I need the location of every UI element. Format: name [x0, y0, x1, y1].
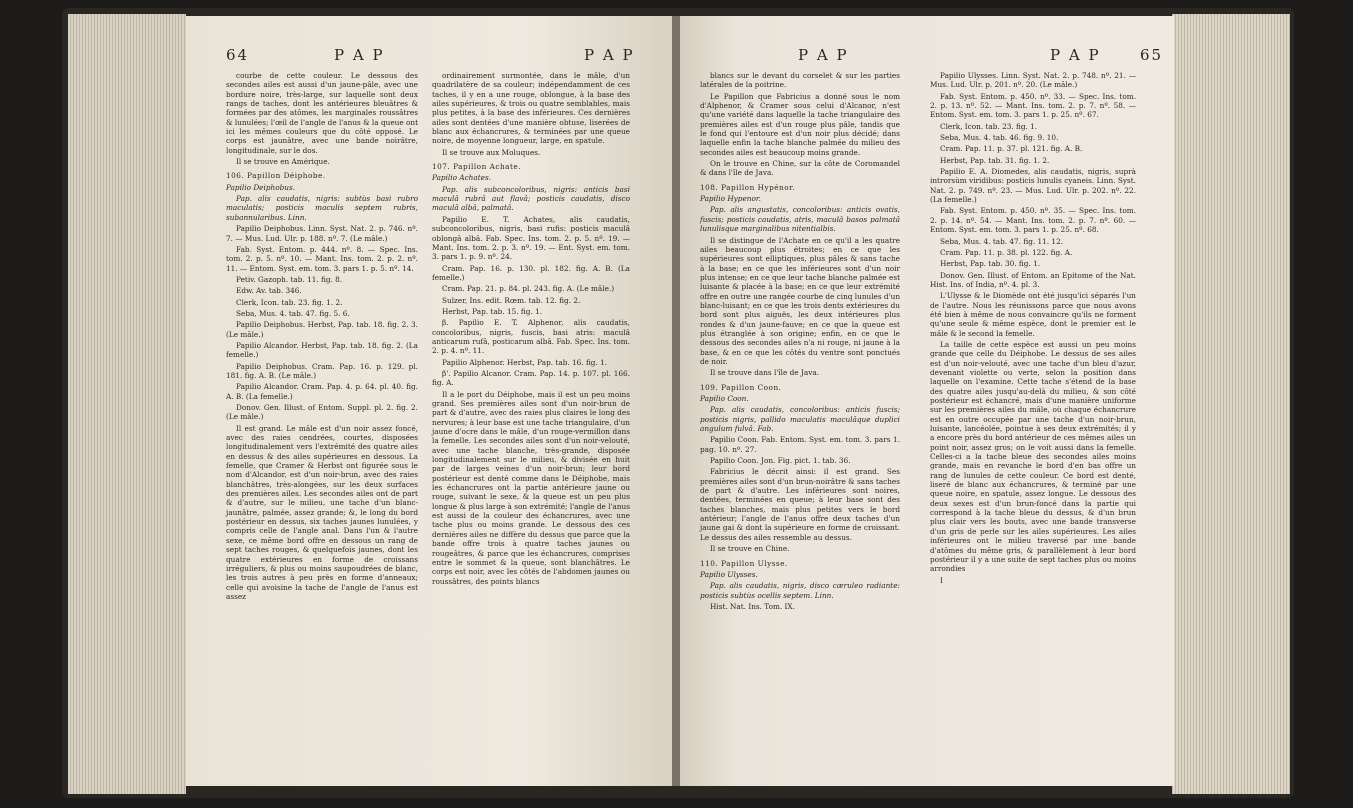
paragraph: Fab. Syst. Entom. p. 450. nº. 33. — Spec. Ins. tom. 2. p. 13. nº. 52. — Mant. Ins. tom. 2. p. 7. nº. 58. — Entom. Syst. em. tom. 3. pars 1. p. 25. nº. 67.: [930, 91, 1136, 120]
right-column-1: [700, 71, 900, 613]
paragraph: β'. Papilio Alcanor. Cram. Pap. 14. p. 107. pl. 166. fig. A.: [432, 368, 630, 388]
paragraph: Herbst, Pap. tab. 31. fig. 1. 2.: [940, 155, 1050, 165]
paragraph: Seba, Mus. 4. tab. 47. fig. 11. 12.: [940, 236, 1064, 246]
paragraph: Pap. alis subconcoloribus, nigris: anticis basi maculâ rubrâ aut flavâ; posticis caudatis, disco maculâ albâ, palmatâ.: [432, 184, 630, 213]
paragraph: Papilio Hypenor.: [700, 194, 761, 204]
paragraph: Il se trouve dans l'île de Java.: [710, 368, 819, 378]
page-edges-left: [68, 14, 186, 794]
paragraph: Fab. Syst. Entom. p. 450. nº. 35. — Spec. Ins. tom. 2. p. 14. nº. 54. — Mant. Ins. tom. 2. p. 7. nº. 60. — Entom. Syst. em. tom. 3. pars 1. p. 25. nº. 68.: [930, 206, 1136, 235]
paragraph: Cram. Pap. 11. p. 38. pl. 122. fig. A.: [940, 247, 1073, 257]
paragraph: ordinairement surmontée, dans le mâle, d'un quadrilatère de sa couleur; indépendamment de ces taches, il y en a une rouge, oblongue, à la base des ailes supérieures, & trois ou quatre semblables, mais plus petites, à la base des inférieures. Ces dernières ailes sont dentées d'une manière obtuse, liserées de blanc aux échancrures, & terminées par une queue noire, de moyenne longueur, large, en spatule.: [432, 71, 630, 146]
paragraph: Il se trouve en Amérique.: [236, 157, 330, 167]
paragraph: 109. Papillon Coon.: [700, 382, 782, 392]
paragraph: Clerk, Icon. tab. 23. fig. 1.: [940, 121, 1038, 131]
right-running-head-2: P A P: [1050, 46, 1101, 64]
paragraph: Papilio Coon. Fab. Entom. Syst. em. tom. 3. pars 1. pag. 10. nº. 27.: [700, 435, 900, 454]
paragraph: Papilio Deiphobus. Cram. Pap. 16. p. 129. pl. 181. fig. A. B. (Le mâle.): [226, 361, 418, 380]
paragraph: Papilio Deiphobus.: [226, 182, 296, 192]
paragraph: Papilio Alcandor. Cram. Pap. 4. p. 64. pl. 40. fig. A. B. (La femelle.): [226, 382, 418, 401]
paragraph: Papilio Alcandor. Herbst, Pap. tab. 18. fig. 2. (La femelle.): [226, 340, 418, 360]
paragraph: Sulzer, Ins. edit. Rœm. tab. 12. fig. 2.: [442, 295, 581, 305]
paragraph: Pap. alis caudatis, concoloribus: anticis fuscis; posticis nigris, pallido maculatis maculâque duplici angulum fulvâ. Fab.: [700, 405, 900, 434]
paragraph: Papilio E. T. Achates, alis caudatis, subconcoloribus, nigris, basi rufis: posticis maculâ oblongâ albâ. Fab. Spec. Ins. tom. 2. p. 5. nº. 19. — Mant. Ins. tom. 2. p. 3. nº. 19. — Ent. Syst. em. tom. 3. pars 1. p. 9. nº. 24.: [432, 214, 630, 262]
paragraph: Papilio Deiphobus. Herbst, Pap. tab. 18. fig. 2. 3. (Le mâle.): [226, 320, 418, 339]
right-column-2: [930, 71, 1136, 587]
left-running-head-1: P A P: [334, 46, 385, 64]
left-column-1: [226, 71, 418, 603]
paragraph: Papilio Ulysses. Linn. Syst. Nat. 2. p. 748. nº. 21. — Mus. Lud. Ulr. p. 201. nº. 20. (Le mâle.): [930, 71, 1136, 90]
paragraph: Cram. Pap. 21. p. 84. pl. 243. fig. A. (Le mâle.): [442, 284, 615, 294]
paragraph: Papilio Coon.: [700, 394, 749, 403]
paragraph: Seba, Mus. 4. tab. 46. fig. 9. 10.: [940, 133, 1059, 143]
paragraph: Donov. Gen. Illust. of Entom. an Epitome of the Nat. Hist. Ins. of India, nº. 4. pl. 3.: [930, 270, 1136, 289]
page-edges-right: [1172, 14, 1290, 794]
paragraph: La taille de cette espèce est aussi un peu moins grande que celle du Déiphobe. Le dessus de ses ailes est d'un noir-velouté, avec une tache d'un bleu d'azur, devenant violette ou verte, selon la position dans laquelle on l'examine. Cette tache s'étend de la base des quatre ailes jusqu'au-delà du milieu, & son côté postérieur est échancré, mais d'une manière uniforme sur les premières ailes du mâle, où chaque échancrure est en outre occupée par une tache d'un noir-brun, luisante, lancéolée, pointue à ses deux extrémités; il y a encore près du bord antérieur de ces mêmes ailes un point noir, assez gros; on le voit aussi dans la femelle. Celles-ci a la tache bleue des secondes ailes moins grande, mais en revanche le bord d'en bas offre un rang de lunules de cette couleur. Ce bord est denté, liseré de blanc aux échancrures, & terminé par une queue noire, en spatule, assez longue. Le dessous des deux sexes est d'un brun-foncé dans la partie qui correspond à la tache bleue du dessus, & d'un brun plus clair vers les bouts, avec une bande transverse d'un gris de perle sur les ailes supérieures. Les ailes inférieures ont le milieu traversé par une bande d'atômes du même gris, & parallèlement à leur bord postérieur il y a une suite de sept taches plus ou moins arrondies: [930, 339, 1136, 574]
paragraph: Pap. alis angustatis, concoloribus: anticis ovatis, fuscis; posticis caudatis, atris, maculâ basos palmatâ lunulisque marginalibus nitentialbis.: [700, 205, 900, 234]
paragraph: Papilio Achates.: [432, 173, 492, 183]
left-folio-number: 64: [226, 46, 250, 64]
paragraph: Papilio Alphenor. Herbst, Pap. tab. 16. fig. 1.: [442, 357, 608, 367]
paragraph: Il se distingue de l'Achate en ce qu'il a les quatre ailes beaucoup plus étroites; en ce que les supérieures sont elliptiques, plus pâles & sans tache à la base; en ce que les inférieures sont d'un noir plus intense; en ce que leur tache blanche palmée est luisante & placée à la base; en ce que leur extrémité offre en outre une rangée courbe de cinq lunules d'un blanc-luisant; en ce que les trois dents extérieures du bord sont plus aiguës, les deux intérieures plus rondes & d'un jaune-fauve; en ce que la queue est plus étranglée à son origine; enfin, en ce que le dessous des secondes ailes n'a ni rouge, ni jaune à la base, & en ce que les côtés du ventre sont ponctués de noir.: [700, 235, 901, 366]
paragraph: 106. Papillon Déiphobe.: [226, 171, 326, 181]
paragraph: 110. Papillon Ulysse.: [700, 558, 788, 568]
paragraph: Il est grand. Le mâle est d'un noir assez foncé, avec des raies cendrées, courtes, disposées longitudinalement vers l'extrémité des quatre ailes en dessus & des ailes supérieures en dessous. La femelle, que Cramer & Herbst ont figurée sous le nom d'Alcandor, est d'un noir-brun, avec des raies blanchâtres, très-alongées, sur les deux surfaces des premières ailes. Les secondes ailes ont de part & d'autre, sur le milieu, une tache d'un blanc-jaunâtre, palmée, assez grande; &, le long du bord postérieur en dessus, six taches jaunes lunulées, y compris celle de l'angle anal. Dans l'un & l'autre sexe, ce même bord offre en dessous un rang de sept taches rouges, & quelquefois jaunes, dont les quatre extérieures en forme de croissans irréguliers, & plus ou moins saupoudrées de blanc, les trois autres à peu près en forme d'anneaux; celle qui avoisine la tache de l'angle de l'anus est assez: [226, 423, 418, 601]
paragraph: Cram. Pap. 11. p. 37. pl. 121. fig. A. B.: [940, 144, 1083, 154]
paragraph: Donov. Gen. Illust. of Entom. Suppl. pl. 2. fig. 2. (Le mâle.): [226, 403, 418, 422]
paragraph: On le trouve en Chine, sur la côte de Coromandel & dans l'île de Java.: [700, 159, 900, 178]
paragraph: Herbst, Pap. tab. 15. fig. 1.: [442, 306, 543, 316]
paragraph: I: [940, 575, 943, 585]
paragraph: Seba, Mus. 4. tab. 47. fig. 5. 6.: [236, 308, 350, 318]
paragraph: 108. Papillon Hypénor.: [700, 182, 796, 192]
paragraph: courbe de cette couleur. Le dessous des secondes ailes est aussi d'un jaune-pâle, avec une bordure noire, très-large, sur laquelle sont deux rangs de taches, dont les antérieures bleuâtres & formées par des atômes, les marginales roussâtres & lunulées; l'œil de l'angle de l'anus & la queue ont ici les mêmes couleurs que du côté opposé. Le corps est jaunâtre, avec une bande noirâtre, longitudinale, sur le dos.: [226, 71, 418, 155]
paragraph: Papilio Deiphobus. Linn. Syst. Nat. 2. p. 746. nº. 7. — Mus. Lud. Ulr. p. 188. nº. 7. (Le mâle.): [226, 224, 418, 243]
left-running-head-2: P A P: [584, 46, 635, 64]
paragraph: β. Papilio E. T. Alphenor, alis caudatis, concoloribus, nigris, fuscis, basi atris: maculâ anticarum rufâ, posticarum albâ. Fab. Spec. Ins. tom. 2. p. 4. nº. 11.: [432, 318, 630, 356]
paragraph: blancs sur le devant du corselet & sur les parties latérales de la poitrine.: [700, 71, 900, 90]
paragraph: Il a le port du Déiphobe, mais il est un peu moins grand. Ses premières ailes sont d'un noir-brun de part & d'autre, avec des raies plus claires le long des nervures; à leur base est une tache triangulaire, d'un jaune d'ocre dans le mâle, d'un rouge-vermillon dans la femelle. Les secondes ailes sont d'un noir-velouté, avec une tache blanche, très-grande, disposée longitudinalement sur le milieu, & divisée en huit par de larges veines d'un noir-brun; leur bord postérieur est denté comme dans le Déiphobe, mais les échancrures ont la partie antérieure jaune ou rouge, suivant le sexe, & la queue est un peu plus longue & plus large à son extrémité; l'angle de l'anus est aussi de la couleur des échancrures, avec une tache plus ou moins grande. Le dessous des ces dernières ailes ne diffère du dessus que parce que la bande offre trois à quatre taches jaunes ou rougeâtres, & parce que les échancrures, comprises entre le sommet & la queue, sont blanchâtres. Le corps est noir, avec les côtés de l'abdomen jaunes ou roussâtres, des points blancs: [432, 389, 630, 586]
paragraph: Papilio Coon. Jon. Fig. pict. 1. tab. 36.: [710, 456, 851, 466]
paragraph: Pap. alis caudatis, nigris: subtùs basi rubro maculatis; posticis maculis septem rubris, subannularibus. Linn.: [226, 194, 418, 222]
paragraph: Papilio E. A. Diomedes, alis caudatis, nigris, suprà introrsùm viridibus: posticis lunulis cyaneis. Linn. Syst. Nat. 2. p. 749. nº. 23. — Mus. Lud. Ulr. p. 202. nº. 22. (La femelle.): [930, 167, 1136, 205]
right-folio-number: 65: [1140, 46, 1164, 64]
paragraph: Edw. Av. tab. 346.: [236, 286, 302, 296]
paragraph: Fabricius le décrit ainsi: il est grand. Ses premières ailes sont d'un brun-noirâtre & sans taches de part & d'autre. Les inférieures sont noires, dentées, terminées en queue; à leur base sont des taches blanches, mais plus petites vers le bord antérieur; l'angle de l'anus offre deux taches d'un jaune gai & dont la supérieure en forme de croissant. Le dessus des ailes ressemble au dessus.: [700, 467, 900, 542]
paragraph: Le Papillon que Fabricius a donné sous le nom d'Alphenor, & Cramer sous celui d'Alcanor, n'est qu'une variété dans laquelle la tache triangulaire des premières ailes est d'un rouge plus pâle, tandis que le fond qui l'entoure est d'un noir plus décidé; dans laquelle enfin la tache blanche palmée du milieu des secondes ailes est beaucoup moins grande.: [700, 91, 900, 157]
right-running-head-1: P A P: [798, 46, 849, 64]
paragraph: Fab. Syst. Entom. p. 444. nº. 8. — Spec. Ins. tom. 2. p. 5. nº. 10. — Mant. Ins. tom. 2. p. 2. nº. 11. — Entom. Syst. em. tom. 3. pars 1. p. 5. nº. 14.: [226, 244, 418, 273]
paragraph: L'Ulysse & le Diomède ont été jusqu'ici séparés l'un de l'autre. Nous les réunissons parce que nous avons été bien à même de nous convaincre qu'ils ne forment qu'une seule & même espèce, dont le premier est le mâle & le second la femelle.: [930, 291, 1136, 338]
paragraph: Clerk, Icon. tab. 23. fig. 1. 2.: [236, 297, 343, 307]
paragraph: Pap. alis caudatis, nigris, disco cæruleo radiante: posticis subtùs ocellis septem. Linn.: [700, 581, 900, 600]
paragraph: Il se trouve aux Moluques.: [442, 147, 541, 157]
paragraph: Cram. Pap. 16. p. 130. pl. 182. fig. A. B. (La femelle.): [432, 263, 630, 282]
left-column-2: [432, 71, 630, 588]
paragraph: Herbst, Pap. tab. 30. fig. 1.: [940, 259, 1041, 269]
paragraph: Papilio Ulysses.: [700, 569, 758, 579]
paragraph: Petiv. Gazoph. tab. 11. fig. 8.: [236, 274, 343, 284]
paragraph: Il se trouve en Chine.: [710, 544, 790, 554]
right-page: [680, 16, 1174, 786]
left-page: [186, 16, 674, 786]
paragraph: 107. Papillon Achate.: [432, 162, 522, 172]
paragraph: Hist. Nat. Ins. Tom. IX.: [710, 601, 795, 611]
